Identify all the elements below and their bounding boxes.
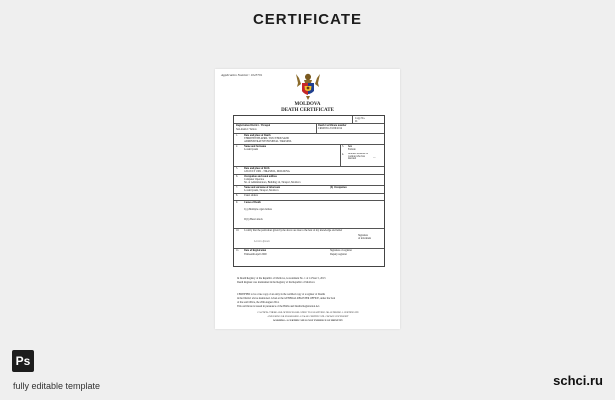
row-9-value-1: I (a) Multiple organ failure bbox=[244, 208, 272, 211]
row-7-label: Name and surname of informant bbox=[244, 186, 281, 189]
footnote-2: Death Register was maintained in the Registry of the Republic of Moldova bbox=[237, 281, 315, 284]
row-6-label: Occupation and usual address bbox=[244, 175, 278, 178]
row-11-label: Date of Registration bbox=[244, 249, 267, 252]
country-name: MOLDOVA bbox=[294, 102, 321, 107]
footnote-6: This certificate is issued in pursuance of the Births and Deaths Registration Act. bbox=[237, 305, 321, 308]
application-number: Application Number: 1023791 bbox=[221, 73, 263, 77]
row-7-occupation-label: (b) Occupation bbox=[330, 186, 347, 189]
page-title: CERTIFICATE bbox=[252, 11, 363, 28]
row-1-value-2: ADMINISTRATIVE HOSPITAL TIRASPOL bbox=[244, 140, 292, 143]
footnote-3: CERTIFIED to be a true copy of an entry in the certified copy of a register of Deaths bbox=[237, 293, 326, 296]
row-5-value: 12th JULY 1982 - TIRASPOL, MOLDOVA bbox=[244, 170, 290, 173]
caution-line-1: CAUTION: THERE ARE OFFENCES RELATING TO FALSIFYING OR ALTERING A CERTIFICATE bbox=[257, 311, 359, 314]
copy-no-label: Copy No. bbox=[355, 117, 366, 120]
row-5-number: 5. bbox=[236, 167, 238, 170]
row-6-value-1: Computer Operator bbox=[244, 178, 265, 181]
row-7-value: Lorem Ipsum, Tiraspol, Moldova bbox=[244, 189, 279, 192]
row-9-label: Cause of Death bbox=[244, 201, 261, 204]
row-11-number: 11. bbox=[236, 249, 240, 252]
row-2-label: Name and Surname bbox=[244, 145, 267, 148]
row-4-label: Maiden surname of woman who has married bbox=[348, 153, 369, 161]
row-10-informant-label: of informant bbox=[358, 237, 372, 240]
row-11-registrar-label: Signature of registrar bbox=[330, 249, 353, 252]
row-3-value: Female bbox=[348, 148, 356, 151]
caution-line-3: WARNING: A CERTIFICATE IS NOT EVIDENCE OF IDENTITY bbox=[273, 319, 343, 322]
row-1-number: 1. bbox=[236, 134, 238, 137]
row-2-number: 2. bbox=[236, 145, 238, 148]
footnote-5: of the said Office, the 20th August 2014. bbox=[237, 301, 280, 304]
row-9-value-2: II (b) Heart attack bbox=[244, 218, 263, 221]
row-11-date: Thirteenth April 2000 bbox=[244, 253, 267, 256]
row-8-label: Usual address bbox=[244, 194, 259, 197]
cert-number-value: CRM/0511/01/06/2014 bbox=[318, 127, 343, 130]
certificate-document bbox=[215, 69, 400, 329]
row-2-value: Lorem Ipsum bbox=[244, 148, 259, 151]
row-4-value: — bbox=[373, 156, 376, 159]
row-6-number: 6. bbox=[236, 175, 238, 178]
sub-district: Sub-district: Yellow bbox=[236, 128, 257, 131]
row-11-registrar: Deputy registrar bbox=[330, 253, 347, 256]
photoshop-icon: Ps bbox=[12, 350, 34, 372]
row-1-label: Date and place of Death bbox=[244, 134, 271, 137]
row-7-number: 7. bbox=[236, 186, 238, 189]
row-3-label: Sex bbox=[348, 145, 352, 148]
copy-no-value: 01 bbox=[355, 120, 358, 123]
footnote-4: in the District above mentioned. Given at the GENERAL REGISTER OFFICE, under the Seal bbox=[237, 297, 336, 300]
footnote-1: In Death Registry of the Republic of Moldova, Government No. 1 of 14 Year 5, 2013 bbox=[237, 277, 326, 280]
certificate-title: DEATH CERTIFICATE bbox=[281, 108, 334, 113]
site-watermark: schci.ru bbox=[553, 373, 603, 388]
editable-template-label: fully editable template bbox=[13, 381, 101, 391]
row-9-number: 9. bbox=[236, 201, 238, 204]
row-10-signature-label: Signature bbox=[358, 234, 368, 237]
row-8-number: 8. bbox=[236, 194, 238, 197]
cert-number-label: Death Certificate number bbox=[318, 124, 347, 127]
row-1-value-1: THIRTEENTH APRIL TWO THOUSAND bbox=[244, 137, 290, 140]
certificate-form bbox=[233, 115, 385, 267]
row-4-number: 4. bbox=[342, 153, 344, 156]
row-6-value-2: Str. of Administrators, Building 14, Tiraspol, Moldova bbox=[244, 181, 301, 184]
row-3-number: 3. bbox=[342, 145, 344, 148]
row-10-label: I certify that the particulars given by me above are true to the best of my knowledge and belief bbox=[244, 229, 343, 232]
caution-line-2: AND USING OR POSSESSING A FALSE CERTIFICATE. CROWN COPYRIGHT bbox=[267, 315, 349, 318]
row-10-number: 10. bbox=[236, 229, 240, 232]
registration-district: Registration District - Tiraspol bbox=[236, 124, 271, 127]
informant-signature: Lorem Ipsum bbox=[254, 239, 270, 243]
coat-of-arms-icon bbox=[295, 71, 321, 101]
row-5-label: Date and place of birth bbox=[244, 167, 270, 170]
